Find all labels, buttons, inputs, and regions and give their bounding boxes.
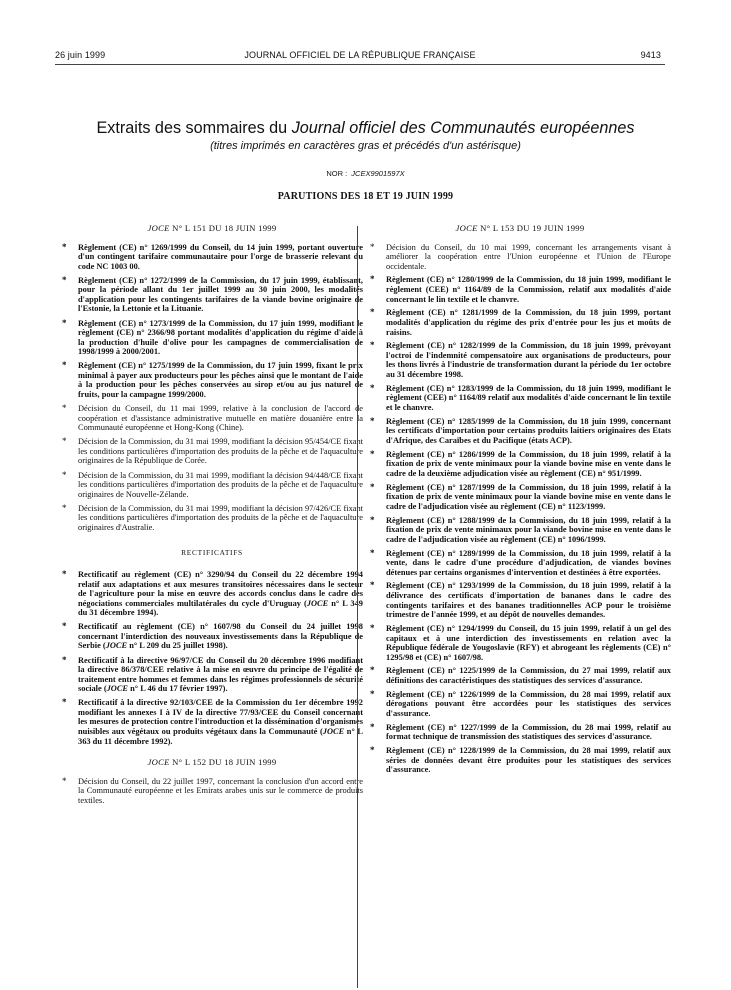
summary-entry <box>369 341 671 379</box>
entries-l152 <box>61 777 363 806</box>
summary-entry <box>369 516 671 545</box>
summary-entry <box>61 777 363 806</box>
asterisk-marker: * <box>62 274 67 285</box>
asterisk-marker: * <box>62 403 67 414</box>
asterisk-marker: * <box>370 622 375 633</box>
subtitle: (titres imprimés en caractères gras et précédés d'un astérisque) <box>210 140 521 152</box>
summary-entry <box>369 746 671 775</box>
asterisk-marker: * <box>370 382 375 393</box>
entry-text: n° L 46 du 17 février 1997). <box>128 684 228 694</box>
summary-entry <box>369 243 671 272</box>
nor-label: NOR : <box>326 169 348 178</box>
summary-entry <box>369 275 671 304</box>
asterisk-marker: * <box>62 317 67 328</box>
entry-text: Règlement (CE) n° 1294/1999 du Conseil, du 15 juin 1999, relatif à un gel des capitaux et à une interdiction des investissements en relation avec la République fédérale de Yougoslavie (RFY) et abrogeant les règlements (CE) n° 1295/98 et (CE) n° 1607/98. <box>386 623 671 662</box>
entry-text: Règlement (CE) n° 1269/1999 du Conseil, du 14 juin 1999, portant ouverture d'un contingent tarifaire communautaire pour l'orge de brasserie relevant du code NC 1003 00. <box>78 242 363 271</box>
title-block <box>30 118 701 154</box>
summary-entry <box>61 276 363 314</box>
summary-entry <box>61 243 363 272</box>
summary-entry <box>369 450 671 479</box>
asterisk-marker: * <box>62 621 67 632</box>
entry-text: Décision du Conseil, du 10 mai 1999, concernant les arrangements visant à améliorer la coopération entre l'Union européenne et l'Union de l'Europe occidentale. <box>386 242 671 271</box>
entry-text: Règlement (CE) n° 1226/1999 de la Commission, du 28 mai 1999, relatif aux dérogations pouvant être accordées pour les statistiques des services d'assurance. <box>386 689 671 718</box>
summary-entry <box>369 308 671 337</box>
entry-text: Rectificatif à la directive 96/97/CE du Conseil du 20 décembre 1996 modifiant la directive 86/378/CEE relative à la mise en œuvre du principe de l'égalité de traitement entre hommes et femmes dans les régimes professionnels de sécurité sociale ( <box>78 655 363 694</box>
entry-text: Décision de la Commission, du 31 mai 1999, modifiant la décision 97/426/CE fixant les conditions particulières d'importation des produits de la pêche et de l'aquaculture originaires d'Australie. <box>78 503 363 532</box>
entry-text: Décision de la Commission, du 31 mai 1999, modifiant la décision 94/448/CE fixant les conditions particulières d'importation des produits de la pêche et de l'aquaculture originaires de Nouvelle-Zélande. <box>78 470 363 499</box>
summary-entry <box>61 504 363 533</box>
asterisk-marker: * <box>370 721 375 732</box>
entry-text: Règlement (CE) n° 1281/1999 de la Commission, du 18 juin 1999, portant modalités d'application du régime des prix d'entrée pour les jus et moûts de raisins. <box>386 308 671 337</box>
summary-entry <box>61 471 363 500</box>
nor-code: JCEX9901597X <box>351 169 405 178</box>
summary-entry <box>369 581 671 619</box>
journal-ref: JOCE <box>306 598 329 608</box>
entry-text: Règlement (CE) n° 1228/1999 de la Commission, du 28 mai 1999, relatif aux séries de données devant être produites pour les statistiques des services d'assurance. <box>386 746 671 775</box>
entries-l151 <box>61 243 363 533</box>
asterisk-marker: * <box>370 665 375 676</box>
section-heading-l153: JOCE N° L 153 DU 19 JUIN 1999 <box>455 223 585 233</box>
rectificatif-entry <box>61 698 363 746</box>
main-title-journal: Journal officiel des Communautés européennes <box>291 119 635 137</box>
asterisk-marker: * <box>62 436 67 447</box>
asterisk-marker: * <box>370 688 375 699</box>
entry-text: Règlement (CE) n° 1286/1999 de la Commission, du 18 juin 1999, relatif à la fixation de prix de vente minimaux pour la viande bovine mise en vente dans le cadre de la deuxième adjudication visée au règlement (CE) n° 951/1999. <box>386 449 671 478</box>
entry-text: Règlement (CE) n° 1289/1999 de la Commission, du 18 juin 1999, relatif à la vente, dans le cadre d'une procédure d'adjudication, de viandes bovines détenues par certains organismes d'intervention et destinées à être exportées. <box>386 548 671 577</box>
summary-entry <box>369 417 671 446</box>
entries-l153 <box>369 243 671 775</box>
asterisk-marker: * <box>62 569 67 580</box>
page-header <box>55 50 665 65</box>
rectificatif-entry <box>61 656 363 694</box>
summary-entry <box>369 483 671 512</box>
header-title: JOURNAL OFFICIEL DE LA RÉPUBLIQUE FRANÇAISE <box>244 50 476 60</box>
asterisk-marker: * <box>370 340 375 351</box>
section-heading-l152: JOCE N° L 152 DU 18 JUIN 1999 <box>147 757 277 768</box>
summary-entry <box>369 624 671 662</box>
parutions-heading: PARUTIONS DES 18 ET 19 JUIN 1999 <box>277 191 454 202</box>
entry-text: Règlement (CE) n° 1283/1999 de la Commission, du 18 juin 1999, modifiant le règlement (CEE) n° 1164/89 relatif aux modalités d'aide concernant le lin textile et le chanvre. <box>386 383 671 412</box>
asterisk-marker: * <box>62 697 67 708</box>
asterisk-marker: * <box>370 274 375 285</box>
rectificatifs-heading: RECTIFICATIFS <box>181 548 243 558</box>
entry-text: Règlement (CE) n° 1288/1999 de la Commission, du 18 juin 1999, relatif à la fixation de prix de vente minimaux pour la viande bovine mise en vente dans le cadre de l'adjudication visée au règlement (CE) n° 1096/1999. <box>386 515 671 544</box>
summary-entry <box>61 404 363 433</box>
main-title-part1: Extraits des sommaires du <box>96 119 292 137</box>
entry-text: Rectificatif à la directive 92/103/CEE de la Commission du 1er décembre 1992 modifiant les annexes I à IV de la directive 77/93/CEE du Conseil concernant les mesures de protection contre l'introduction et la dissémination d'organismes nuisibles aux végétaux ou produits végétaux dans la Communauté ( <box>78 698 363 736</box>
entry-text: n° L 363 du 11 décembre 1992). <box>78 727 364 746</box>
entry-text: Règlement (CE) n° 1272/1999 de la Commission, du 17 juin 1999, établissant, pour la période allant du 1er juillet 1999 au 30 juin 2000, les modalités d'application pour les contingents tarifaires de la viande bovine originaire de l'Estonie, la Lettonie et la Lituanie. <box>78 275 363 314</box>
column-divider <box>357 226 358 988</box>
entry-text: Décision du Conseil, du 11 mai 1999, relative à la conclusion de l'accord de coopération et d'assistance administrative mutuelle en matière douanière entre la Communauté européenne et Hong-Kong (Chine). <box>78 404 363 433</box>
entry-text: Décision de la Commission, du 31 mai 1999, modifiant la décision 95/454/CE fixant les conditions particulières d'importation des produits de la pêche et de l'aquaculture originaires de la République de Corée. <box>78 437 363 466</box>
entry-text: Règlement (CE) n° 1275/1999 de la Commission, du 17 juin 1999, fixant le prix minimal à payer aux producteurs pour les pêches ainsi que le montant de l'aide à la production pour les pêches conservées au sirop et/ou au jus naturel de fruits, pour la campagne 1999/2000. <box>78 361 363 399</box>
asterisk-marker: * <box>62 469 67 480</box>
header-page-number: 9413 <box>640 50 661 60</box>
entry-text: Règlement (CE) n° 1293/1999 de la Commission, du 18 juin 1999, relatif à la délivrance des certificats d'importation de bananes dans le cadre des contingents tarifaires et des bananes traditionnelles ACP pour le troisième trimestre de l'année 1999, et au dépôt de nouvelles demandes. <box>386 581 671 620</box>
asterisk-marker: * <box>62 241 67 252</box>
entry-text: Règlement (CE) n° 1282/1999 de la Commission, du 18 juin 1999, prévoyant l'octroi de l'indemnité compensatoire aux organisations de producteurs, pour les thons livrés à l'industrie de transformation durant la période du 1er octobre au 31 décembre 1998. <box>386 341 671 379</box>
entry-text: Règlement (CE) n° 1273/1999 de la Commission, du 17 juin 1999, modifiant le règlement (CE) n° 2366/98 portant modalités d'application du régime d'aide à la production d'huile d'olive pour les campagnes de commercialisation de 1998/1999 à 2000/2001. <box>78 318 363 357</box>
asterisk-marker: * <box>370 415 375 426</box>
asterisk-marker: * <box>370 481 375 492</box>
asterisk-marker: * <box>62 360 67 371</box>
asterisk-marker: * <box>370 547 375 558</box>
entry-text: Règlement (CE) n° 1280/1999 de la Commission, du 18 juin 1999, modifiant le règlement (CEE) n° 1164/89 de la Commission, relatif aux modalités d'aide concernant le lin textile et le chanvre. <box>386 275 671 304</box>
summary-entry <box>369 690 671 719</box>
asterisk-marker: * <box>370 448 375 459</box>
entry-text: Décision du Conseil, du 22 juillet 1997, concernant la conclusion d'un accord entre la Communauté européenne et les Emirats arabes unis sur le commerce de produits textiles. <box>78 776 363 805</box>
summary-entry <box>369 666 671 685</box>
asterisk-marker: * <box>370 580 375 591</box>
nor-reference <box>0 169 731 178</box>
entry-text: Règlement (CE) n° 1225/1999 de la Commission, du 27 mai 1999, relatif aux définitions des caractéristiques des statistiques des services d'assurance. <box>386 666 671 685</box>
summary-entry <box>369 723 671 742</box>
entry-text: n° L 209 du 25 juillet 1998). <box>127 641 228 651</box>
journal-ref: JOCE <box>105 641 128 651</box>
entry-text: Règlement (CE) n° 1287/1999 de la Commission, du 18 juin 1999, relatif à la fixation de prix de vente minimaux pour la viande bovine mise en vente dans le cadre de l'adjudication visée au règlement (CE) n° 1123/1999. <box>386 482 671 511</box>
entry-text: Rectificatif au règlement (CE) n° 1607/98 du Conseil du 24 juillet 1998 concernant l'interdiction des nouveaux investissements dans la République de Serbie ( <box>78 622 363 651</box>
summary-entry <box>369 549 671 578</box>
summary-entry <box>61 437 363 466</box>
entry-text: Règlement (CE) n° 1285/1999 de la Commission, du 18 juin 1999, concernant les certificats d'importation pour certains produits laitiers originaires des Etats d'Afrique, des Caraïbes et du Pacifique (états ACP). <box>386 416 671 445</box>
rectificatif-entry <box>61 622 363 651</box>
asterisk-marker: * <box>62 654 67 665</box>
left-column <box>61 224 363 810</box>
entry-text: n° L 349 du 31 décembre 1994). <box>78 598 363 618</box>
asterisk-marker: * <box>370 307 375 318</box>
summary-entry <box>369 384 671 413</box>
header-date: 26 juin 1999 <box>55 50 106 60</box>
summary-entry <box>61 361 363 399</box>
rectificatifs-list <box>61 570 363 746</box>
asterisk-marker: * <box>62 502 67 513</box>
asterisk-marker: * <box>62 775 67 786</box>
main-title <box>30 118 701 138</box>
right-column <box>369 224 671 779</box>
rectificatif-entry <box>61 570 363 618</box>
asterisk-marker: * <box>370 514 375 525</box>
entry-text: Rectificatif au règlement (CE) n° 3290/94 du Conseil du 22 décembre 1994 relatif aux adaptations et aux mesures transitoires nécessaires dans le secteur de l'agriculture pour la mise en œuvre des accords conclus dans le cadre des négociations commerciales multilatérales du cycle d'Uruguay ( <box>78 570 363 608</box>
asterisk-marker: * <box>370 241 375 252</box>
entry-text: Règlement (CE) n° 1227/1999 de la Commission, du 28 mai 1999, relatif au format technique de transmission des statistiques des services d'assurance. <box>386 722 671 742</box>
summary-entry <box>61 319 363 357</box>
section-heading-l151: JOCE N° L 151 DU 18 JUIN 1999 <box>147 223 277 233</box>
journal-ref: JOCE <box>106 684 129 694</box>
asterisk-marker: * <box>370 745 375 756</box>
journal-ref: JOCE <box>322 727 345 736</box>
